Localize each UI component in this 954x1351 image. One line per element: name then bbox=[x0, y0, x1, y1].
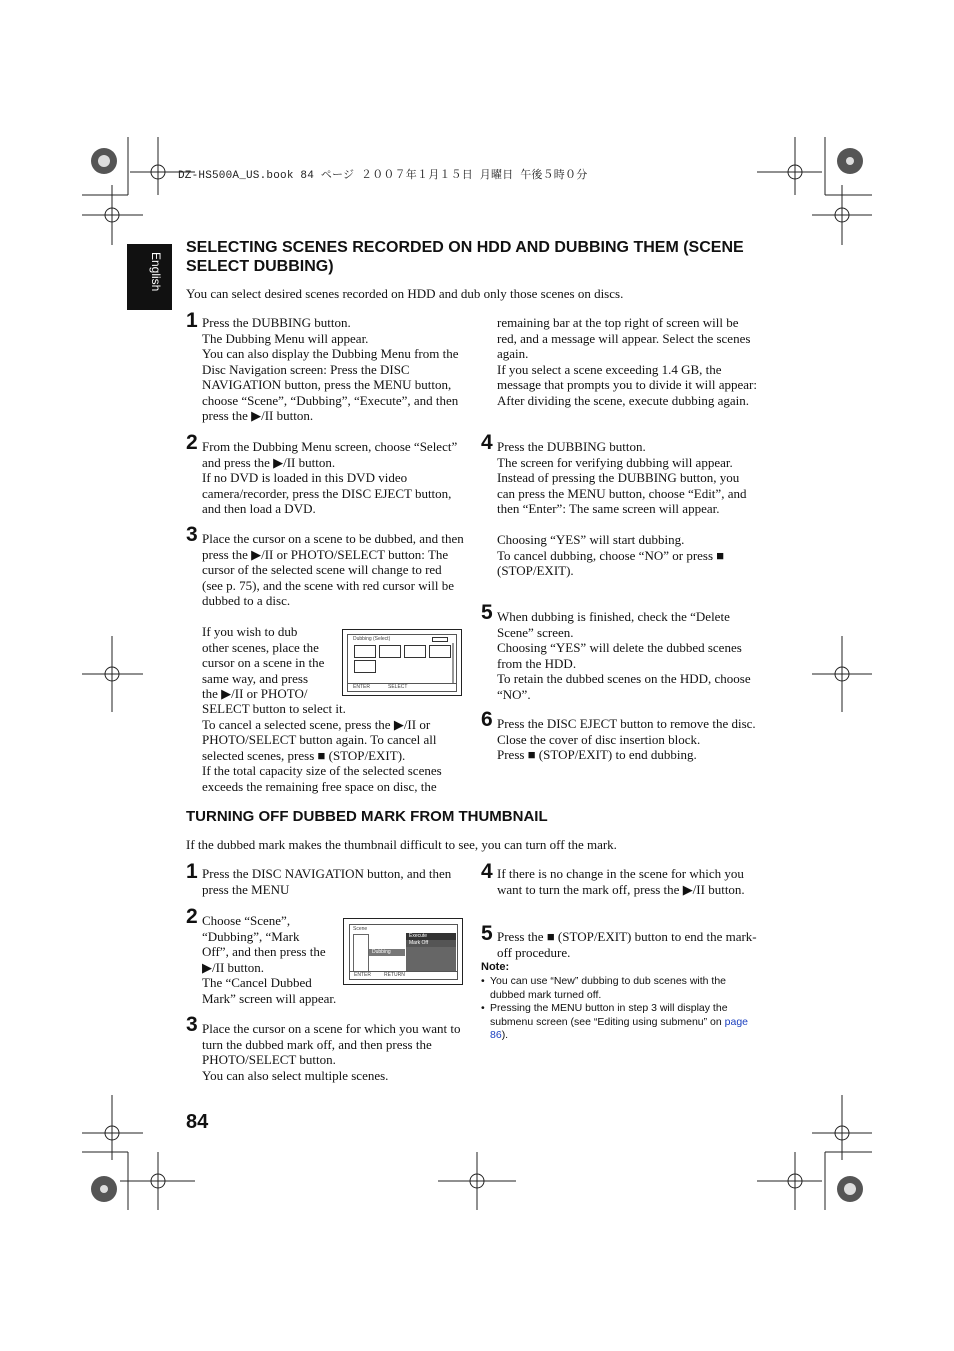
step-number: 3 bbox=[186, 1013, 198, 1036]
step-number: 2 bbox=[186, 905, 198, 928]
thumbnail bbox=[429, 645, 451, 658]
remaining-bar bbox=[432, 637, 448, 642]
step-text: If there is no change in the scene for which you want to turn the mark off, press the ▶/II button. bbox=[497, 866, 745, 897]
step-number: 5 bbox=[481, 601, 493, 624]
step-text: When dubbing is finished, check the “Delete Scene” screen. Choosing “YES” will delete the dubbed scenes from the HDD. To retain the dubbed scenes on the HDD, choose “NO”. bbox=[497, 609, 751, 702]
section1-intro: You can select desired scenes recorded on HDD and dub only those scenes on discs. bbox=[186, 286, 624, 301]
step-number: 1 bbox=[186, 309, 198, 332]
step-number: 6 bbox=[481, 708, 493, 731]
language-tab-label: English bbox=[149, 252, 163, 292]
menu-icon-column bbox=[353, 934, 369, 972]
note-item-tail: ). bbox=[501, 1029, 509, 1041]
note-block bbox=[481, 961, 761, 1043]
page-link[interactable]: page 86 bbox=[490, 1015, 748, 1041]
dubbing-select-screen bbox=[342, 629, 462, 696]
menu-item-mark-off bbox=[406, 940, 456, 947]
step-text-continued: SELECT button to select it. To cancel a selected scene, press the ▶/II or PHOTO/SELECT button again. To cancel all selected scenes, press ■ (STOP/EXIT). If the total capacity size of the selected scenes exceeds the remaining free space on disc, the bbox=[202, 701, 442, 794]
thumbnail bbox=[379, 645, 401, 658]
note-list bbox=[481, 975, 761, 1043]
step-text-wrap: If you wish to dub other scenes, place the cursor on a scene in the same way, and press the ▶/II or PHOTO/ bbox=[202, 624, 325, 701]
step-number: 3 bbox=[186, 523, 198, 546]
note-item bbox=[481, 1002, 761, 1043]
submenu-label: Dubbing bbox=[372, 949, 391, 955]
step-number: 4 bbox=[481, 860, 493, 883]
note-label: Note: bbox=[481, 961, 510, 973]
step-text: Press the DUBBING button. The screen for verifying dubbing will appear. Instead of pressing the DUBBING button, you can press the MENU button, choose “Edit”, and then “Enter”: The same screen will appear. Choosing “YES” will start dubbing. To cancel dubbing, choose “NO” or press ■ (STOP/EXIT). bbox=[497, 439, 747, 578]
thumbnail bbox=[354, 660, 376, 673]
step-text: From the Dubbing Menu screen, choose “Select” and press the ▶/II button. If no DVD is loaded in this DVD video camera/recorder, press the DISC EJECT button, and then load a DVD. bbox=[202, 439, 458, 516]
submenu-dubbing bbox=[369, 949, 405, 956]
screen-footer-enter: ENTER bbox=[353, 684, 370, 690]
step-text: Choose “Scene”, “Dubbing”, “Mark Off”, and then press the ▶/II button. The “Cancel Dubbed Mark” screen will appear. bbox=[202, 913, 337, 1006]
section1-right-column bbox=[481, 315, 759, 785]
thumbnail bbox=[354, 645, 376, 658]
step-text-continued: remaining bar at the top right of screen will be red, and a message will appear. Select the scenes again. If you select a scene exceeding 1.4 GB, the message that prompts you to divide it will appear: After dividing the scene, execute dubbing again. bbox=[497, 315, 757, 408]
scrollbar bbox=[452, 643, 454, 683]
section1-left-column bbox=[186, 309, 464, 795]
note-item-text: Pressing the MENU button in step 3 will display the submenu screen (see “Editing using submenu” on bbox=[490, 1002, 728, 1028]
note-item: • You can use “New” dubbing to dub scenes with the dubbed mark turned off. bbox=[481, 975, 761, 1002]
step-text: Place the cursor on a scene to be dubbed, and then press the ▶/II or PHOTO/SELECT button: The cursor of the selected scene will change to red (see p. 75), and the scene with red cursor will be dubbed to a disc. bbox=[202, 531, 464, 608]
screen-footer-enter: ENTER bbox=[354, 972, 371, 978]
menu-item-label: Execute bbox=[409, 933, 428, 939]
mark-off-menu-screen bbox=[343, 918, 463, 985]
menu-panel bbox=[406, 947, 456, 971]
language-tab bbox=[127, 244, 172, 310]
step-text: Press the DISC EJECT button to remove the disc. Close the cover of disc insertion block. Press ■ (STOP/EXIT) to end dubbing. bbox=[497, 716, 756, 762]
step-text: Place the cursor on a scene for which you want to turn the dubbed mark off, and then press the PHOTO/SELECT button. You can also select multiple scenes. bbox=[202, 1021, 461, 1083]
page-number: 84 bbox=[186, 1111, 209, 1133]
step-number: 1 bbox=[186, 860, 198, 883]
thumbnail bbox=[404, 645, 426, 658]
step-number: 5 bbox=[481, 922, 493, 945]
screen-footer-select: SELECT bbox=[388, 684, 408, 690]
section2-intro: If the dubbed mark makes the thumbnail difficult to see, you can turn off the mark. bbox=[186, 837, 617, 852]
step-number: 4 bbox=[481, 431, 493, 454]
menu-item-label: Mark Off bbox=[409, 940, 429, 946]
screen-title: Dubbing (Select) bbox=[353, 636, 391, 642]
step-text: Press the DISC NAVIGATION button, and then press the MENU bbox=[202, 866, 452, 897]
section1-title: SELECTING SCENES RECORDED ON HDD AND DUBBING THEM (SCENE SELECT DUBBING) bbox=[186, 239, 744, 275]
step-text: Press the ■ (STOP/EXIT) button to end the mark-off procedure. bbox=[497, 929, 757, 960]
screen-footer-return: RETURN bbox=[384, 972, 405, 978]
screen-title: Scene bbox=[353, 926, 368, 932]
step-number: 2 bbox=[186, 431, 198, 454]
menu-item-execute bbox=[406, 933, 456, 940]
section2-title: TURNING OFF DUBBED MARK FROM THUMBNAIL bbox=[186, 808, 548, 825]
print-header: DZ-HS500A_US.book 84 ページ ２００７年１月１５日 月曜日 午後５時０分 bbox=[178, 170, 588, 182]
step-text: Press the DUBBING button. The Dubbing Menu will appear. You can also display the Dubbing Menu from the Disc Navigation screen: Press the DISC NAVIGATION button, press the MENU button, choose “Scene”, “Dubbing”, “Execute”, and then press the ▶/II button. bbox=[202, 315, 459, 423]
